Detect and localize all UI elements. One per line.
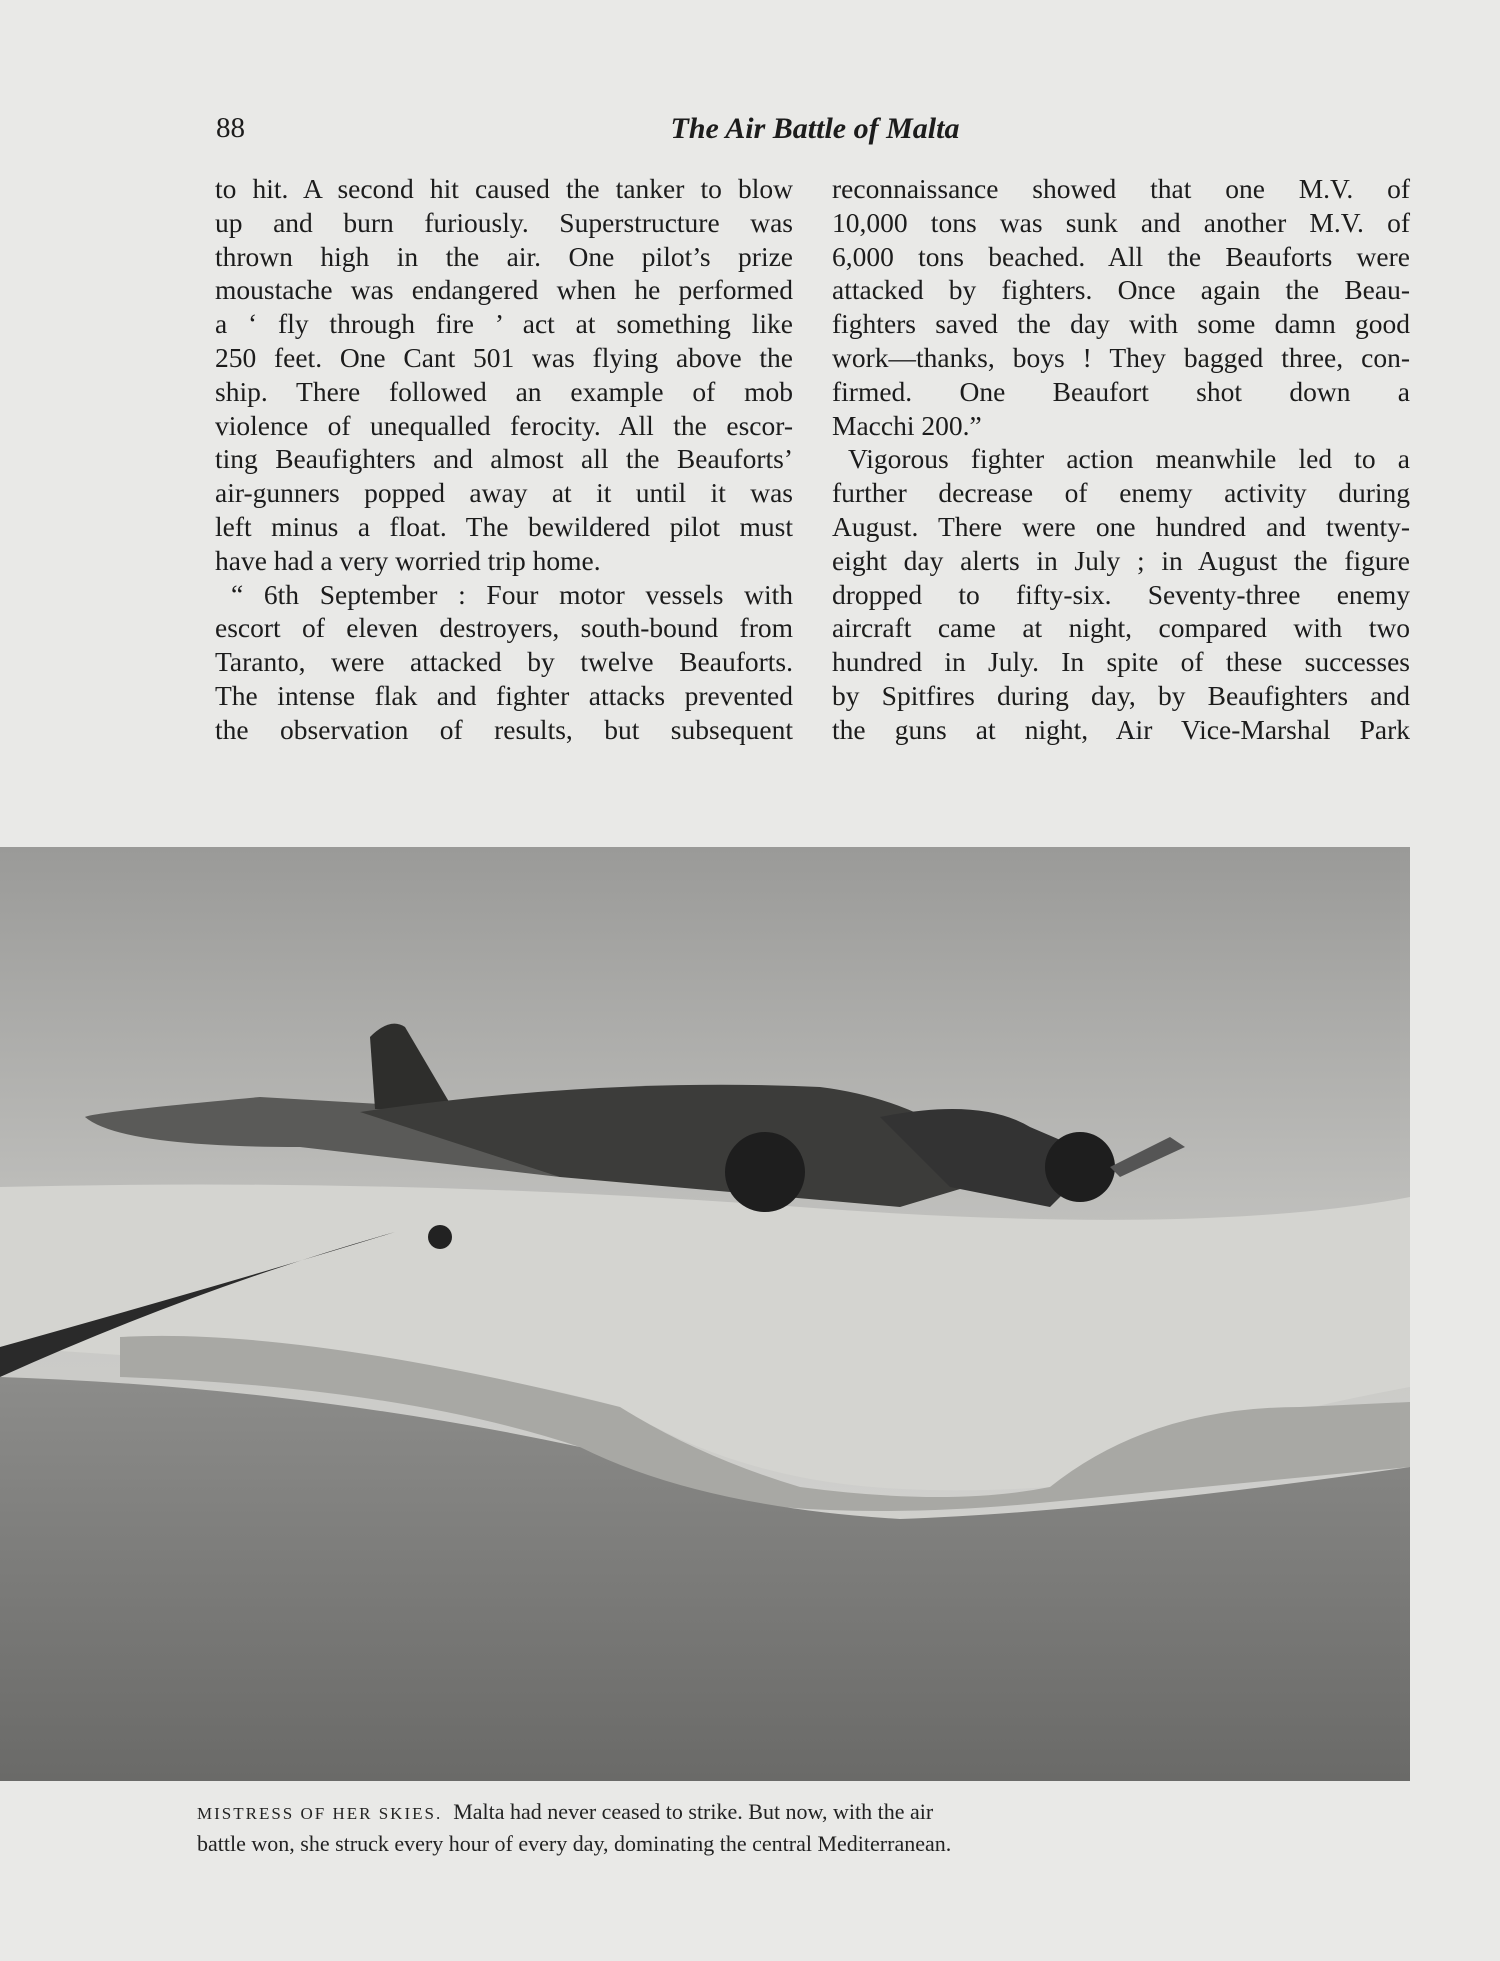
left-column bbox=[215, 172, 793, 747]
text-line: thrown high in the air. One pilot’s prize bbox=[215, 240, 793, 272]
text-line: attacked by fighters. Once again the Beau- bbox=[832, 274, 1410, 306]
text-line: dropped to fifty-six. Seventy-three enemy bbox=[832, 578, 1410, 610]
page-number: 88 bbox=[216, 112, 245, 144]
text-line: violence of unequalled ferocity. All the escor- bbox=[215, 409, 793, 441]
text-line: The intense flak and fighter attacks prevented bbox=[215, 679, 793, 711]
text-line: the guns at night, Air Vice-Marshal Park bbox=[832, 713, 1410, 745]
text-line: the observation of results, but subsequent bbox=[215, 713, 793, 745]
beaufighter-over-coast-image bbox=[0, 847, 1410, 1781]
text-line: Taranto, were attacked by twelve Beauforts. bbox=[215, 646, 793, 678]
text-line: up and burn furiously. Superstructure was bbox=[215, 206, 793, 238]
text-line: 10,000 tons was sunk and another M.V. of bbox=[832, 206, 1410, 238]
text-line: further decrease of enemy activity during bbox=[832, 477, 1410, 509]
text-line: “ 6th September : Four motor vessels with bbox=[231, 578, 793, 610]
text-line: escort of eleven destroyers, south-bound from bbox=[215, 612, 793, 644]
text-line: a ‘ fly through fire ’ act at something like bbox=[215, 308, 793, 340]
text-line: Macchi 200.” bbox=[832, 409, 982, 441]
text-line: work—thanks, boys ! They bagged three, con- bbox=[832, 341, 1410, 373]
text-line: have had a very worried trip home. bbox=[215, 544, 601, 576]
text-line: 6,000 tons beached. All the Beauforts were bbox=[832, 240, 1410, 272]
text-line: air-gunners popped away at it until it was bbox=[215, 477, 793, 509]
caption-line-2: battle won, she struck every hour of every day, dominating the central Mediterranean. bbox=[197, 1831, 952, 1856]
text-line: reconnaissance showed that one M.V. of bbox=[832, 173, 1410, 204]
text-line: aircraft came at night, compared with two bbox=[832, 612, 1410, 644]
text-line: moustache was endangered when he performed bbox=[215, 274, 793, 306]
text-line: by Spitfires during day, by Beaufighters and bbox=[832, 679, 1410, 711]
text-line: left minus a float. The bewildered pilot must bbox=[215, 510, 793, 542]
text-line: Vigorous fighter action meanwhile led to a bbox=[848, 443, 1410, 475]
photo-caption bbox=[197, 1797, 1177, 1859]
running-title: The Air Battle of Malta bbox=[670, 112, 960, 145]
text-line: firmed. One Beaufort shot down a bbox=[832, 375, 1410, 407]
text-line: ting Beaufighters and almost all the Beauforts’ bbox=[215, 443, 793, 475]
text-line: August. There were one hundred and twenty- bbox=[832, 510, 1410, 542]
text-line: 250 feet. One Cant 501 was flying above the bbox=[215, 341, 793, 373]
text-line: fighters saved the day with some damn good bbox=[832, 308, 1410, 340]
right-column bbox=[832, 172, 1410, 747]
text-line: ship. There followed an example of mob bbox=[215, 375, 793, 407]
text-line: to hit. A second hit caused the tanker to blow bbox=[215, 173, 793, 204]
text-line: eight day alerts in July ; in August the figure bbox=[832, 544, 1410, 576]
text-line: hundred in July. In spite of these successes bbox=[832, 646, 1410, 678]
caption-lead: MISTRESS OF HER SKIES. bbox=[197, 1804, 443, 1823]
caption-line-1: Malta had never ceased to strike. But now, with the air bbox=[453, 1799, 934, 1824]
aircraft-photograph bbox=[0, 847, 1410, 1781]
